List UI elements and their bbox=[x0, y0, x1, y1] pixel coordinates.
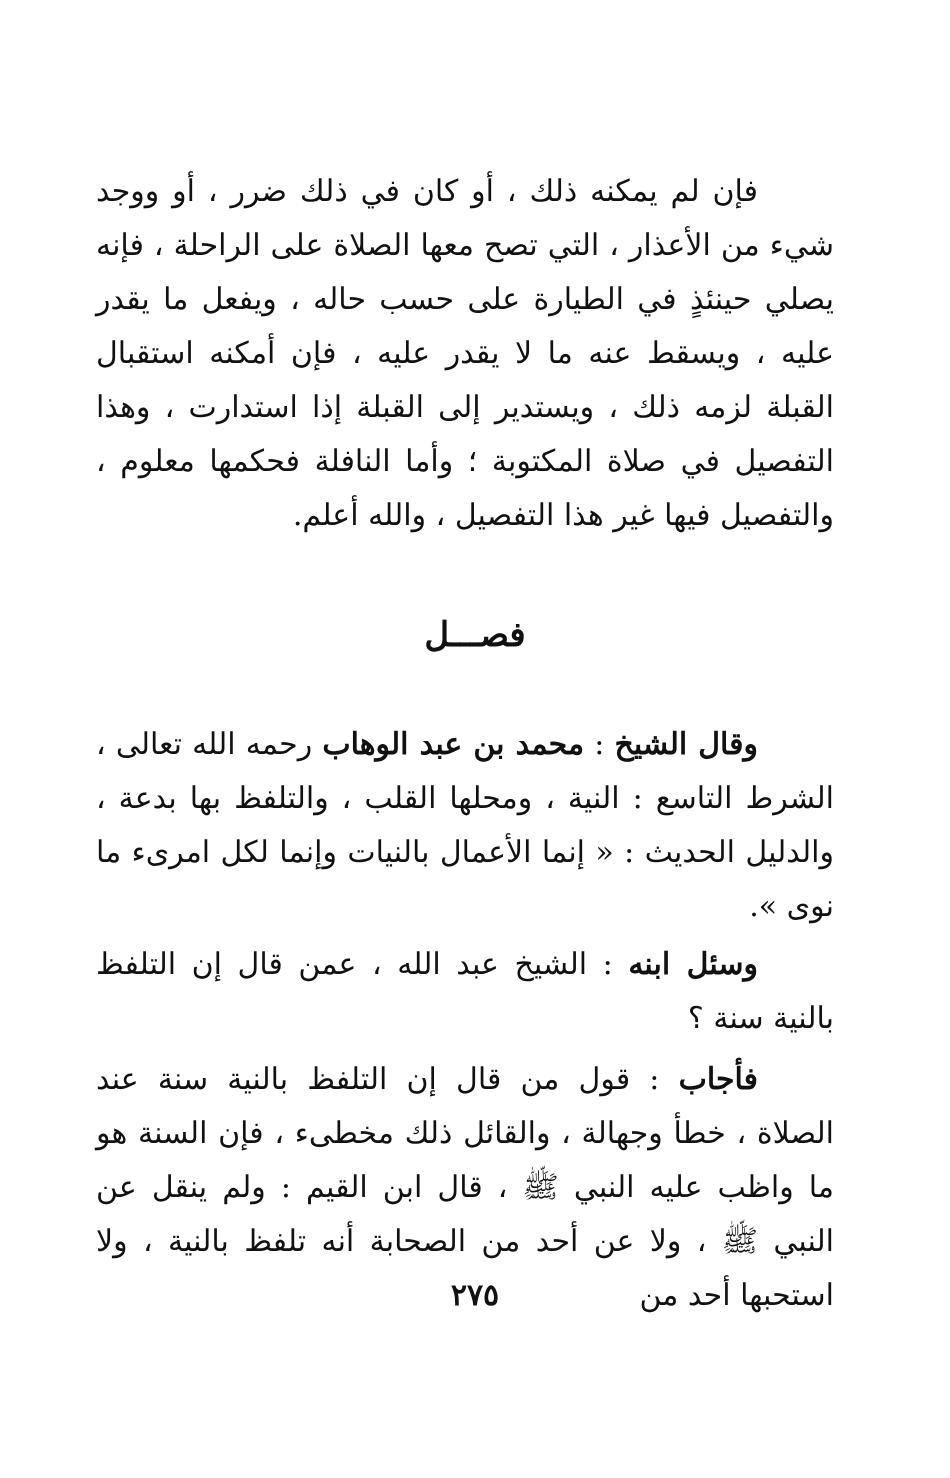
question-label: وسئل ابنه bbox=[628, 947, 758, 982]
page-number: ٢٧٥ bbox=[450, 1278, 500, 1313]
answer-label: فأجاب bbox=[678, 1062, 758, 1097]
scholar-name: محمد بن عبد الوهاب bbox=[322, 727, 585, 762]
paragraph-body: : الشيخ عبد الله ، عمن قال إن التلفظ بالنية سنة ؟ bbox=[96, 947, 834, 1036]
paragraph-prayer-on-airplane: فإن لم يمكنه ذلك ، أو كان في ذلك ضرر ، أو ووجد شيء من الأعذار ، التي تصح معها الصلاة على الراحلة ، فإنه يصلي حينئذٍ في الطيارة على حسب حاله ، ويفعل ما يقدر عليه ، ويسقط عنه ما لا يقدر عليه ، فإن أمكنه استقبال القبلة لزمه ذلك ، ويستدير إلى القبلة إذا استدارت ، وهذا التفصيل في صلاة المكتوبة ؛ وأما النافلة فحكمها معلوم ، والتفصيل فيها غير هذا التفصيل ، والله أعلم. bbox=[96, 174, 834, 533]
paragraph-body: : قول من قال إن التلفظ بالنية سنة عند الصلاة ، خطأ وجهالة ، والقائل ذلك مخطىء ، فإن السنة هو ما واظب عليه النبي ﷺ ، قال ابن القيم : ولم ينقل عن النبي ﷺ ، ولا عن أحد من الصحابة أنه تلفظ بالنية ، ولا استحبها أحد من bbox=[96, 1062, 834, 1313]
paragraph-body: رحمه الله تعالى ، الشرط التاسع : النية ، ومحلها القلب ، والتلفظ بها بدعة ، والدليل الحديث : « إنما الأعمال بالنيات وإنما لكل امرىء ما نوى ». bbox=[96, 727, 834, 924]
separator: : bbox=[584, 727, 615, 762]
paragraph-question bbox=[96, 938, 834, 1046]
paragraph-ninth-condition bbox=[96, 718, 834, 934]
section-heading: فصـــل bbox=[424, 615, 526, 655]
speaker-label: وقال الشيخ bbox=[614, 727, 758, 762]
